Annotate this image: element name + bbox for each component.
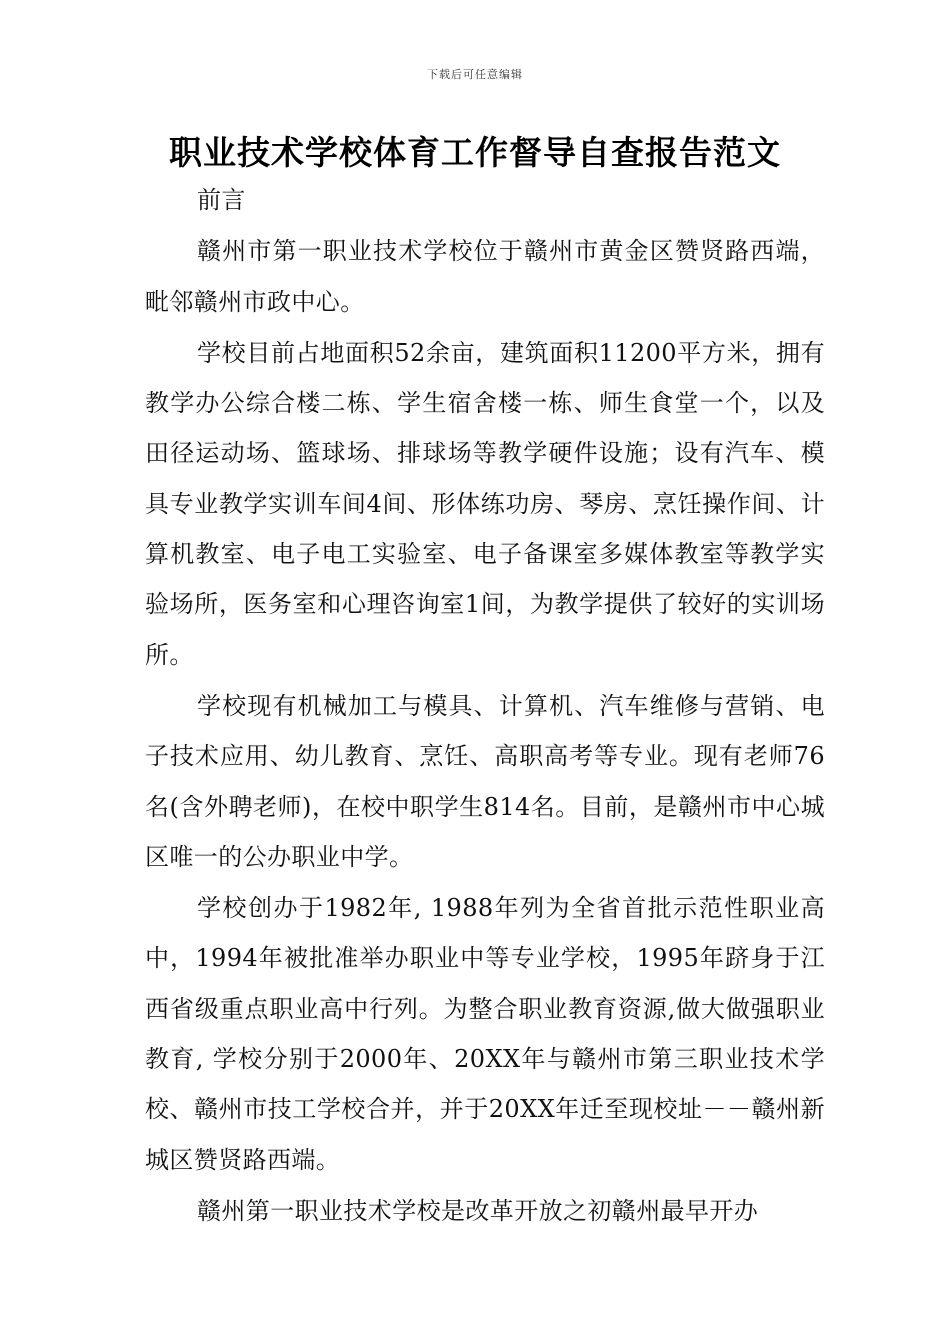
paragraph-history: 学校创办于1982年, 1988年列为全省首批示范性职业高中，1994年被批准举办职业中等专业学校，1995年跻身于江西省级重点职业高中行列。为整合职业教育资源,做大做强职业教育, 学校分别于2000年、20XX年与赣州市第三职业技术学校、赣州市技工学校合并，并于20XX年迁至现校址－－赣州新城区赞贤路西端。 bbox=[145, 894, 825, 1174]
paragraph-facilities: 学校目前占地面积52余亩，建筑面积11200平方米，拥有教学办公综合楼二栋、学生宿舍楼一栋、师生食堂一个，以及田径运动场、篮球场、排球场等教学硬件设施；设有汽车、模具专业教学实训车间4间、形体练功房、琴房、烹饪操作间、计算机教室、电子电工实验室、电子备课室多媒体教室等教学实验场所，医务室和心理咨询室1间，为教学提供了较好的实训场所。 bbox=[145, 338, 825, 669]
document-title: 职业技术学校体育工作督导自查报告范文 bbox=[169, 133, 781, 172]
document-body bbox=[145, 175, 825, 1236]
paragraph-preface: 前言 bbox=[197, 186, 246, 214]
header-note: 下载后可任意编辑 bbox=[427, 68, 523, 81]
paragraph-origin: 赣州第一职业技术学校是改革开放之初赣州最早开办 bbox=[197, 1196, 759, 1225]
paragraph-location: 赣州市第一职业技术学校位于赣州市黄金区赞贤路西端，毗邻赣州市政中心。 bbox=[145, 237, 825, 316]
paragraph-majors: 学校现有机械加工与模具、计算机、汽车维修与营销、电子技术应用、幼儿教育、烹饪、高职高考等专业。现有老师76名(含外聘老师)，在校中职学生814名。目前，是赣州市中心城区唯一的公办职业中学。 bbox=[145, 691, 825, 871]
